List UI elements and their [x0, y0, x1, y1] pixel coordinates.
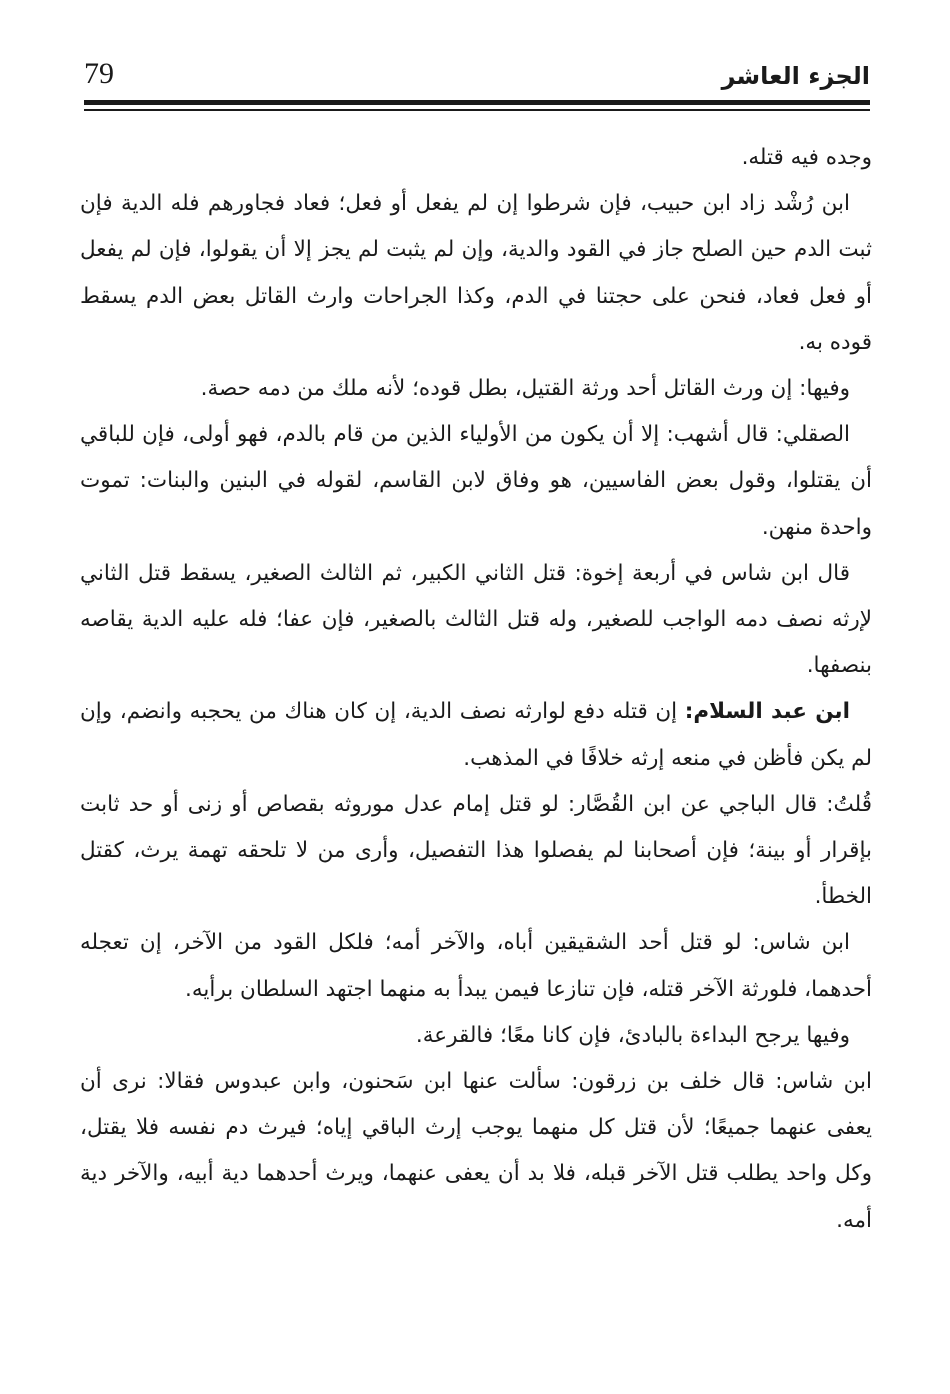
paragraph-text: إن قتله دفع لوارثه نصف الدية، إن كان هناك من يحجبه وانضم، وإن لم يكن فأظن في منعه إرثه خلافًا في المذهب.	[80, 699, 872, 771]
paragraph-text: قُلتُ: قال الباجي عن ابن القُصَّار: لو قتل إمام عدل موروثه بقصاص أو زنى أو حد ثابت بإقرار أو بينة؛ فإن أصحابنا لم يفصلوا هذا التفصيل، وأرى من لا تلحقه تهمة يرث، كقتل الخطأ.	[80, 791, 872, 910]
paragraph-speaker: ابن عبد السلام:	[684, 699, 850, 725]
running-title: الجزء العاشر	[721, 62, 870, 90]
paragraph	[80, 412, 872, 551]
page-number: 79	[84, 57, 114, 90]
paragraph-text: الصقلي: قال أشهب: إلا أن يكون من الأولياء الذين من قام بالدم، فهو أولى، فإن للباقي أن يقتلوا، وقول بعض الفاسيين، هو وفاق لابن القاسم، لقوله في البنين والبنات: تموت واحدة منهن.	[80, 422, 872, 540]
paragraph	[80, 135, 872, 181]
paragraph-text: وجده فيه قتله.	[741, 145, 872, 170]
page-header	[84, 56, 870, 96]
paragraph-text: قال ابن شاس في أربعة إخوة: قتل الثاني الكبير، ثم الثالث الصغير، يسقط قتل الثاني لإرثه نصف دمه الواجب للصغير، وله قتل الثالث بالصغير، فإن عفا؛ فله عليه الدية يقاصه بنصفها.	[80, 560, 872, 679]
paragraph-text: وفيها: إن ورث القاتل أحد ورثة القتيل، بطل قوده؛ لأنه ملك من دمه حصة.	[200, 376, 850, 402]
paragraph-text: وفيها يرجح البداءة بالبادئ، فإن كانا معًا؛ فالقرعة.	[415, 1022, 850, 1048]
paragraph	[80, 181, 872, 366]
header-rule-thick	[84, 100, 870, 105]
paragraph-text: ابن رُشْد زاد ابن حبيب، فإن شرطوا إن لم يفعل أو فعل؛ فعاد فجاورهم فله الدية فإن ثبت الدم حين الصلح جاز في القود والدية، وإن لم يثبت لم يجز إلا أن يقولوا، فإن لم يفعل أو فعل فعاد، فنحن على حجتنا في الدم، وكذا الجراحات وارث القاتل بعض الدم يسقط قوده به.	[80, 191, 872, 355]
paragraph-text: ابن شاس: قال خلف بن زرقون: سألت عنها ابن سَحنون، وابن عبدوس فقالا: نرى أن يعفى عنهما جميعًا؛ لأن قتل كل منهما يوجب إرث الباقي إياه؛ فيرث دم نفسه فلا يقتل، وكل واحد يطلب قتل الآخر قبله، فلا بد أن يعفى عنهما، ويرث أحدهما دية أبيه، والآخر دية أمه.	[80, 1069, 872, 1233]
paragraph	[80, 551, 872, 690]
paragraph	[80, 920, 872, 1012]
paragraph	[80, 366, 872, 412]
paragraph	[80, 1059, 872, 1244]
paragraph	[80, 1013, 872, 1059]
body-text	[80, 135, 872, 1244]
header-rule-thin	[84, 109, 870, 111]
paragraph-text: ابن شاس: لو قتل أحد الشقيقين أباه، والآخر أمه؛ فلكل القود من الآخر، إن تعجله أحدهما، فلورثة الآخر قتله، فإن تنازعا فيمن يبدأ به منهما اجتهد السلطان برأيه.	[80, 930, 872, 1002]
paragraph	[80, 689, 872, 781]
paragraph	[80, 782, 872, 921]
